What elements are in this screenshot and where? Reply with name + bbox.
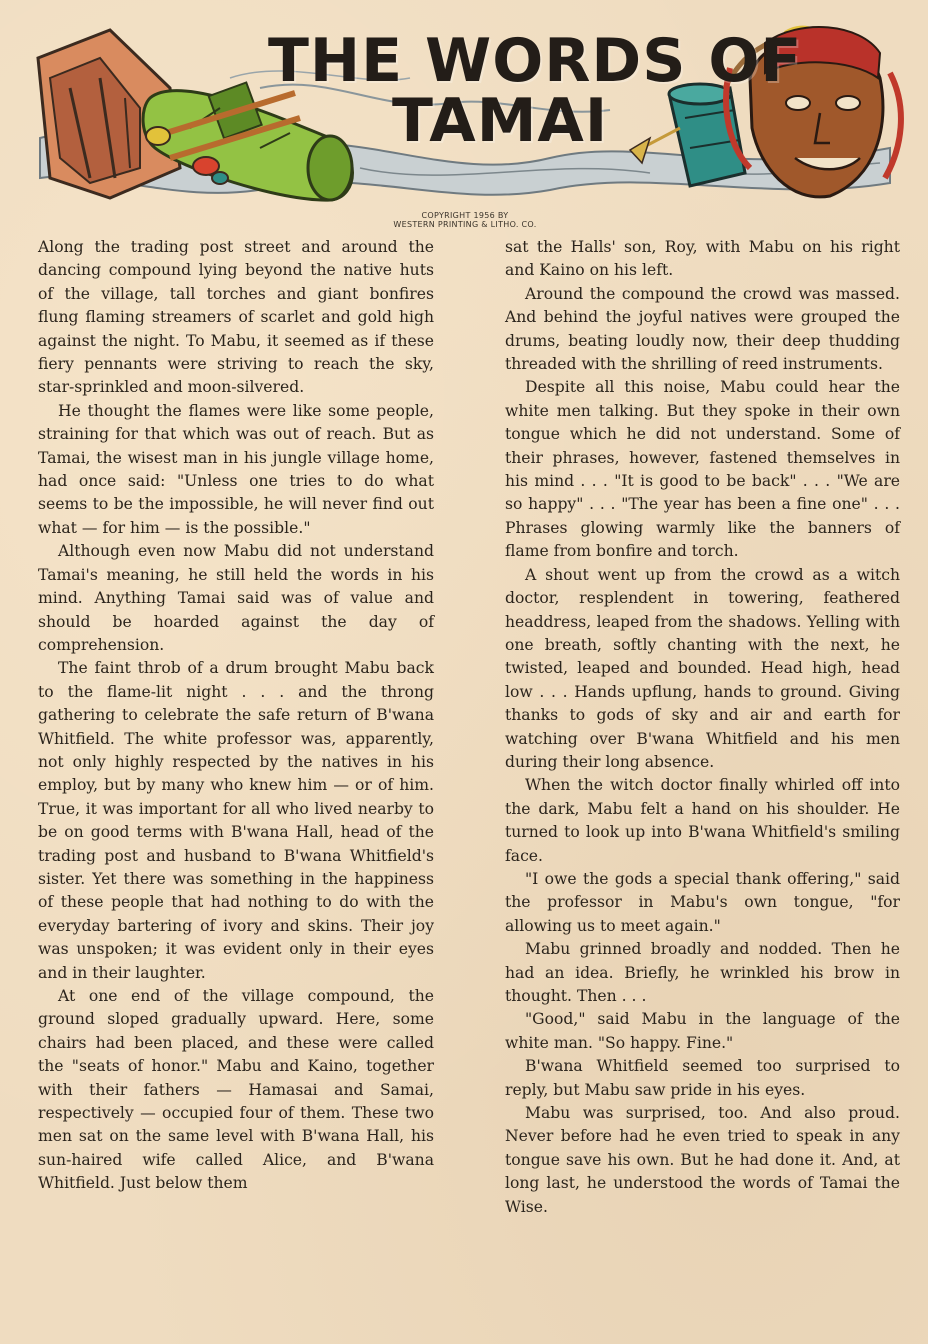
paragraph: "Good," said Mabu in the language of the white man. "So happy. Fine."	[505, 1010, 900, 1052]
paragraph: "I owe the gods a special thank offering," said the professor in Mabu's own tongue, "for allowing us to meet again."	[505, 869, 900, 935]
paragraph: Mabu was surprised, too. And also proud. Never before had he even tried to speak in any tongue save his own. But he had done it. And, at long last, he understood the words of Tamai the Wise.	[505, 1104, 900, 1216]
paragraph: When the witch doctor finally whirled off into the dark, Mabu felt a hand on his shoulder. He turned to look up into B'wana Whitfield's smiling face.	[505, 776, 900, 865]
title-banner	[30, 18, 910, 208]
right-text-column	[505, 236, 900, 1219]
paragraph: Along the trading post street and around the dancing compound lying beyond the native huts of the village, tall torches and giant bonfires flung flaming streamers of scarlet and gold high against the night. To Mabu, it seemed as if these fiery pennants were striving to reach the sky, star-sprinkled and moon-silvered.	[38, 238, 434, 397]
paragraph: Despite all this noise, Mabu could hear the white men talking. But they spoke in their own tongue which he did not understand. Some of their phrases, however, fastened themselves in his mind . . . "It is good to be back" . . . "We are so happy" . . . "The year has been a fine one" . . . Phrases glowing warmly like the banners of flame from bonfire and torch.	[505, 378, 900, 561]
title-line-1: THE WORDS OF	[268, 26, 803, 96]
copyright-line-1: COPYRIGHT 1956 BY	[421, 211, 509, 220]
paragraph: Although even now Mabu did not understand Tamai's meaning, he still held the words in his mind. Anything Tamai said was of value and should be hoarded against the day of comprehension.	[38, 542, 434, 654]
paragraph: He thought the flames were like some people, straining for that which was out of reach. But as Tamai, the wisest man in his jungle village home, had once said: "Unless one tries to do what seems to be the impossible, he will never find out what — for him — is the possible."	[38, 401, 434, 537]
copyright-notice	[360, 211, 570, 229]
title-line-2: TAMAI	[392, 86, 609, 156]
paragraph: Mabu grinned broadly and nodded. Then he had an idea. Briefly, he wrinkled his brow in thought. Then . . .	[505, 940, 900, 1005]
copyright-line-2: WESTERN PRINTING & LITHO. CO.	[393, 220, 537, 229]
paragraph: sat the Halls' son, Roy, with Mabu on his right and Kaino on his left.	[505, 238, 900, 280]
paragraph: The faint throb of a drum brought Mabu back to the flame-lit night . . . and the throng gathering to celebrate the safe return of B'wana Whitfield. The white professor was, apparently, not only highly respected by the natives in his employ, but by many who knew him — or of him. True, it was important for all who lived nearby to be on good terms with B'wana Hall, head of the trading post and husband to B'wana Whitfield's sister. Yet there was something in the happiness of these people that had nothing to do with the everyday bartering of ivory and skins. Their joy was unspoken; it was evident only in their eyes and in their laughter.	[38, 659, 434, 982]
left-text-column	[38, 236, 434, 1196]
paragraph: Around the compound the crowd was massed. And behind the joyful natives were grouped the drums, beating loudly now, their deep thudding threaded with the shrilling of reed instruments.	[505, 284, 900, 374]
paragraph: A shout went up from the crowd as a witch doctor, resplendent in towering, feathered headdress, leaped from the shadows. Yelling with one breath, softly chanting with the next, he twisted, leaped and bounded. Head high, head low . . . Hands upflung, hands to ground. Giving thanks to gods of sky and air and earth for watching over B'wana Whitfield and his men during their long absence.	[505, 565, 900, 771]
paragraph: At one end of the village compound, the ground sloped gradually upward. Here, some chairs had been placed, and these were called the "seats of honor." Mabu and Kaino, together with their fathers — Hamasai and Samai, respectively — occupied four of them. These two men sat on the same level with B'wana Hall, his sun-haired wife called Alice, and B'wana Whitfield. Just below them	[38, 987, 434, 1193]
paragraph: B'wana Whitfield seemed too surprised to reply, but Mabu saw pride in his eyes.	[505, 1057, 900, 1099]
